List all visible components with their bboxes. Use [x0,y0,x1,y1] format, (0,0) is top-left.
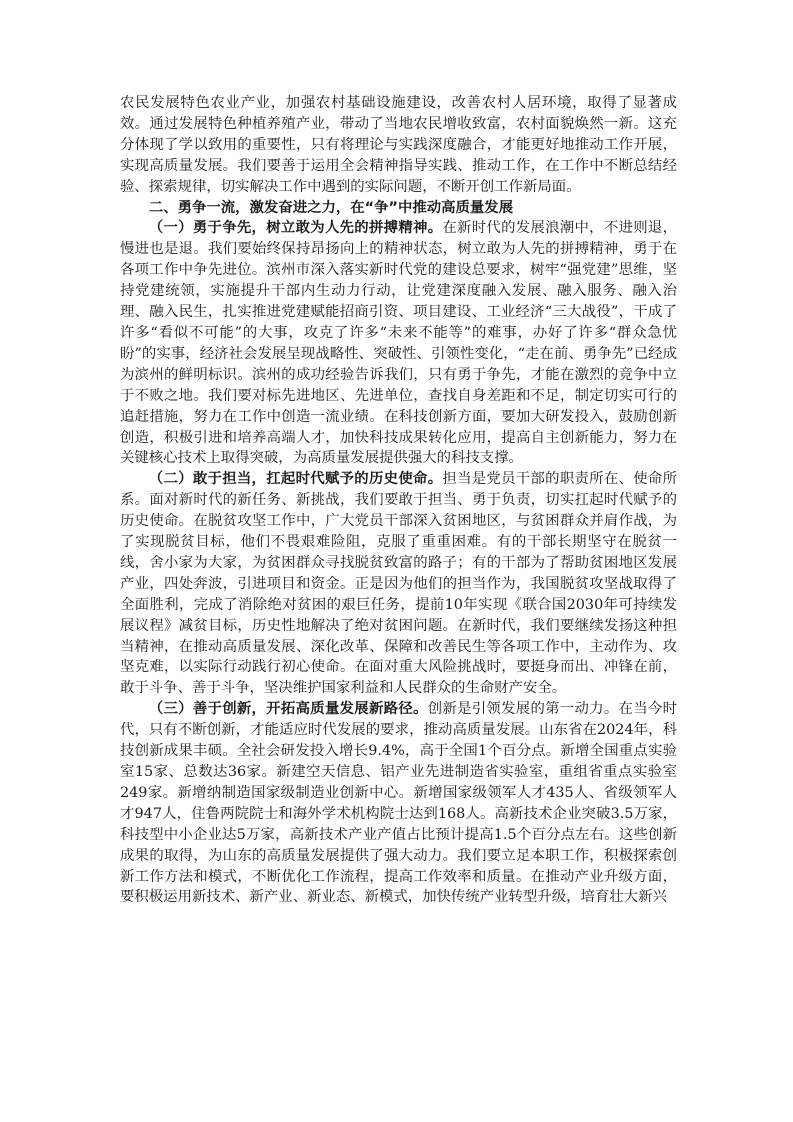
section-heading: 二、勇争一流，激发奋进之力，在“争”中推动高质量发展 [148,199,514,216]
paragraph-sub1 [120,218,677,469]
paragraph-sub2 [120,469,677,699]
paragraph-sub1-body: 在新时代的发展浪潮中，不进则退，慢进也是退。我们要始终保持昂扬向上的精神状态，树立敢为人先的拼搏精神，勇于在各项工作中争先进位。滨州市深入落实新时代党的建设总要求，树牢“强党建”思维，坚持党建统领，实施提升干部内生动力行动，让党建深度融入发展、融入服务、融入治理、融入民生，扎实推进党建赋能招商引资、项目建设、工业经济“三大战役”，干成了许多“看似不可能”的大事，攻克了许多“未来不能等”的难事，办好了许多“群众急忧盼”的实事，经济社会发展呈现战略性、突破性、引领性变化，“走在前、勇争先”已经成为滨州的鲜明标识。滨州的成功经验告诉我们，只有勇于争先，才能在激烈的竞争中立于不败之地。我们要对标先进地区、先进单位，查找自身差距和不足，制定切实可行的追赶措施，努力在工作中创造一流业绩。在科技创新方面，要加大研发投入，鼓励创新创造，积极引进和培养高端人才，加快科技成果转化应用，提高自主创新能力，努力在关键核心技术上取得突破，为高质量发展提供强大的科技支撑。 [120,220,677,467]
subheading-sub3: （三）善于创新，开拓高质量发展新路径。 [148,700,428,718]
paragraph-intro: 农民发展特色农业产业，加强农村基础设施建设，改善农村人居环境，取得了显著成效。通过发展特色种植养殖产业，带动了当地农民增收致富，农村面貌焕然一新。这充分体现了学以致用的重要性，只有将理论与实践深度融合，才能更好地推动工作开展，实现高质量发展。我们要善于运用全会精神指导实践、推动工作，在工作中不断总结经验、探索规律，切实解决工作中遇到的实际问题，不断开创工作新局面。 [120,95,677,195]
subheading-sub2: （二）敢于担当，扛起时代赋予的历史使命。 [148,470,443,488]
document-body [120,93,677,908]
paragraph-sub3 [120,699,677,908]
paragraph-sub2-body: 担当是党员干部的职责所在、使命所系。面对新时代的新任务、新挑战，我们要敢于担当、勇于负责，切实扛起时代赋予的历史使命。在脱贫攻坚工作中，广大党员干部深入贫困地区，与贫困群众并肩作战，为了实现脱贫目标，他们不畏艰难险阻，克服了重重困难。有的干部长期坚守在脱贫一线，舍小家为大家，为贫困群众寻找脱贫致富的路子；有的干部为了帮助贫困地区发展产业，四处奔波，引进项目和资金。正是因为他们的担当作为，我国脱贫攻坚战取得了全面胜利，完成了消除绝对贫困的艰巨任务，提前10年实现《联合国2030年可持续发展议程》减贫目标，历史性地解决了绝对贫困问题。在新时代，我们要继续发扬这种担当精神，在推动高质量发展、深化改革、保障和改善民生等各项工作中，主动作为、攻坚克难，以实际行动践行初心使命。在面对重大风险挑战时，要挺身而出、冲锋在前，敢于斗争、善于斗争，坚决维护国家利益和人民群众的生命财产安全。 [120,471,677,697]
subheading-sub1: （一）勇于争先，树立敢为人先的拼搏精神。 [148,219,443,237]
paragraph-sub3-body: 创新是引领发展的第一动力。在当今时代，只有不断创新，才能适应时代发展的要求，推动高质量发展。山东省在2024年，科技创新成果丰硕。全社会研发投入增长9.4%，高于全国1个百分点。新增全国重点实验室15家、总数达36家。新建空天信息、铝产业先进制造省实验室，重组省重点实验室249家。新增纳制造国家级制造业创新中心。新增国家级领军人才435人、省级领军人才947人，住鲁两院院士和海外学术机构院士达到168人。高新技术企业突破3.5万家，科技型中小企业达5万家，高新技术产业产值占比预计提高1.5个百分点左右。这些创新成果的取得，为山东的高质量发展提供了强大动力。我们要立足本职工作，积极探索创新工作方法和模式，不断优化工作流程，提高工作效率和质量。在推动产业升级方面，要积极运用新技术、新产业、新业态、新模式，加快传统产业转型升级，培育壮大新兴 [120,701,677,906]
